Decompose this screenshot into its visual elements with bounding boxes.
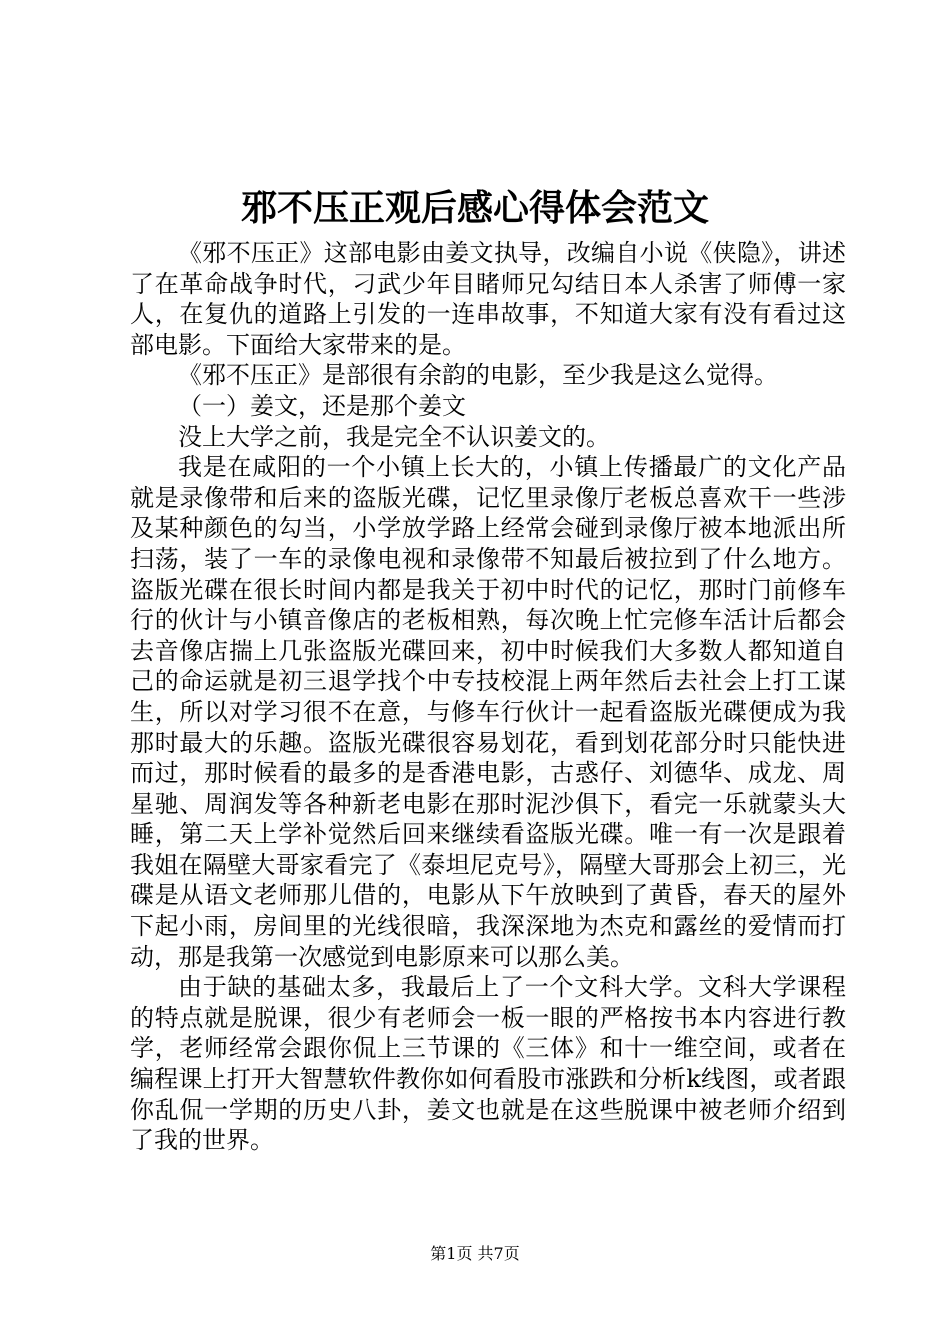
paragraph-intro: 《邪不压正》这部电影由姜文执导，改编自小说《侠隐》，讲述了在革命战争时代，刁武少年目睹师兄勾结日本人杀害了师傅一家人，在复仇的道路上引发的一连串故事，不知道大家有没有看过这部电影。下面给大家带来的是。 bbox=[130, 239, 846, 359]
paragraph-before-college: 没上大学之前，我是完全不认识姜文的。 bbox=[178, 422, 610, 451]
paragraph-college: 由于缺的基础太多，我最后上了一个文科大学。文科大学课程的特点就是脱课，很少有老师会一板一眼的严格按书本内容进行教学，老师经常会跟你侃上三节课的《三体》和十一维空间，或者在编程课上打开大智慧软件教你如何看股市涨跌和分析k线图，或者跟你乱侃一学期的历史八卦，姜文也就是在这些脱课中被老师介绍到了我的世界。 bbox=[130, 973, 846, 1155]
section-heading: （一）姜文，还是那个姜文 bbox=[178, 391, 466, 420]
document-body bbox=[130, 238, 846, 1156]
document-title: 邪不压正观后感心得体会范文 bbox=[240, 187, 709, 229]
page-number: 第1页 共7页 bbox=[430, 1244, 520, 1263]
paragraph-childhood: 我是在咸阳的一个小镇上长大的，小镇上传播最广的文化产品就是录像带和后来的盗版光碟，记忆里录像厅老板总喜欢干一些涉及某种颜色的勾当，小学放学路上经常会碰到录像厅被本地派出所扫荡，装了一车的录像电视和录像带不知最后被拉到了什么地方。盗版光碟在很长时间内都是我关于初中时代的记忆，那时门前修车行的伙计与小镇音像店的老板相熟，每次晚上忙完修车活计后都会去音像店揣上几张盗版光碟回来，初中时候我们大多数人都知道自己的命运就是初三退学找个中专技校混上两年然后去社会上打工谋生，所以对学习很不在意，与修车行伙计一起看盗版光碟便成为我那时最大的乐趣。盗版光碟很容易划花，看到划花部分时只能快进而过，那时候看的最多的是香港电影，古惑仔、刘德华、成龙、周星驰、周润发等各种新老电影在那时泥沙俱下，看完一乐就蒙头大睡，第二天上学补觉然后回来继续看盗版光碟。唯一有一次是跟着我姐在隔壁大哥家看完了《泰坦尼克号》，隔壁大哥那会上初三，光碟是从语文老师那儿借的，电影从下午放映到了黄昏，春天的屋外下起小雨，房间里的光线很暗，我深深地为杰克和露丝的爱情而打动，那是我第一次感觉到电影原来可以那么美。 bbox=[130, 453, 846, 971]
paragraph-opinion: 《邪不压正》是部很有余韵的电影，至少我是这么觉得。 bbox=[178, 361, 778, 390]
